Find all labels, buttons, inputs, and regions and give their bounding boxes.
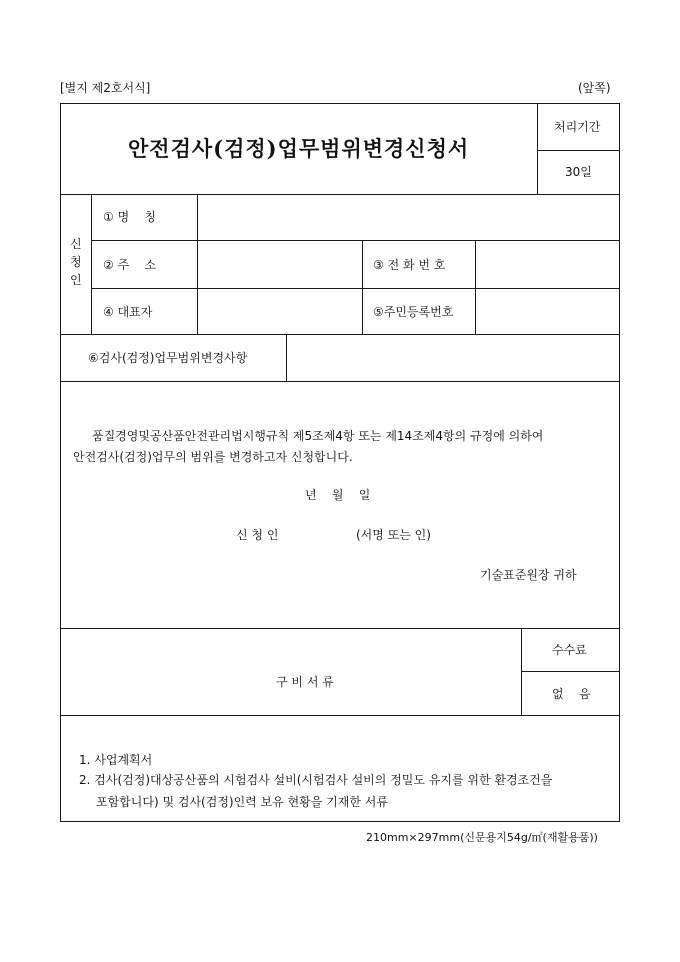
fee-value: 없 음 (552, 687, 591, 701)
document-item-2-cont: 포함합니다) 및 검사(검정)인력 보유 현황을 기재한 서류 (96, 795, 388, 809)
statement-line-2: 안전검사(검정)업무의 범위를 변경하고자 신청합니다. (73, 450, 353, 464)
document-item-1: 1. 사업계획서 (79, 753, 153, 767)
documents-top-line (60, 628, 620, 629)
applicant-sign-label: 신 청 인 (236, 528, 279, 542)
form-title: 안전검사(검정)업무범위변경신청서 (128, 136, 470, 161)
change-scope-label: ⑥검사(검정)업무범위변경사항 (88, 351, 248, 365)
applicant-label-divider (91, 194, 92, 334)
address-label: ② 주 소 (103, 258, 157, 272)
applicant-inner-divider-1 (362, 240, 363, 334)
processing-divider (537, 103, 538, 194)
application-date: 년 월 일 (305, 488, 371, 502)
page-side-label: (앞쪽) (578, 81, 611, 95)
resident-number-label: ⑤주민등록번호 (373, 305, 454, 319)
phone-label: ③ 전 화 번 호 (373, 258, 446, 272)
form-border-top (60, 103, 620, 104)
fee-mid-line (521, 671, 620, 672)
applicant-row-line-2 (91, 288, 620, 289)
fee-label: 수수료 (552, 643, 587, 657)
statement-line-1: 품질경영및공산품안전관리법시행규칙 제5조제4항 또는 제14조제4항의 규정에 의하여 (92, 429, 544, 443)
change-top-line (60, 334, 620, 335)
processing-period-value: 30일 (565, 165, 592, 179)
representative-label: ④ 대표자 (103, 305, 153, 319)
form-border-bottom (60, 821, 620, 822)
applicant-field-divider (197, 194, 198, 334)
applicant-row-line-1 (91, 240, 620, 241)
signature-label: (서명 또는 인) (356, 528, 431, 542)
name-label: ① 명 칭 (103, 210, 157, 224)
applicant-top-line (60, 194, 620, 195)
documents-header-bottom-line (60, 715, 620, 716)
document-item-2: 2. 검사(검정)대상공산품의 시험검사 설비(시험검사 설비의 정밀도 유지를 위한 환경조건을 (79, 773, 553, 787)
processing-period-label: 처리기간 (554, 120, 601, 134)
paper-spec: 210mm×297mm(신문용지54g/㎡(재활용품)) (366, 831, 598, 844)
documents-label: 구 비 서 류 (276, 675, 334, 689)
applicant-inner-divider-2 (475, 240, 476, 334)
recipient-label: 기술표준원장 귀하 (480, 568, 577, 582)
applicant-section-char-1: 신 (70, 237, 82, 251)
change-divider (286, 334, 287, 381)
processing-mid-line (537, 150, 620, 151)
change-bottom-line (60, 381, 620, 382)
applicant-section-char-3: 인 (70, 273, 82, 287)
form-number: [별지 제2호서식] (60, 81, 151, 95)
applicant-section-char-2: 청 (70, 255, 82, 269)
